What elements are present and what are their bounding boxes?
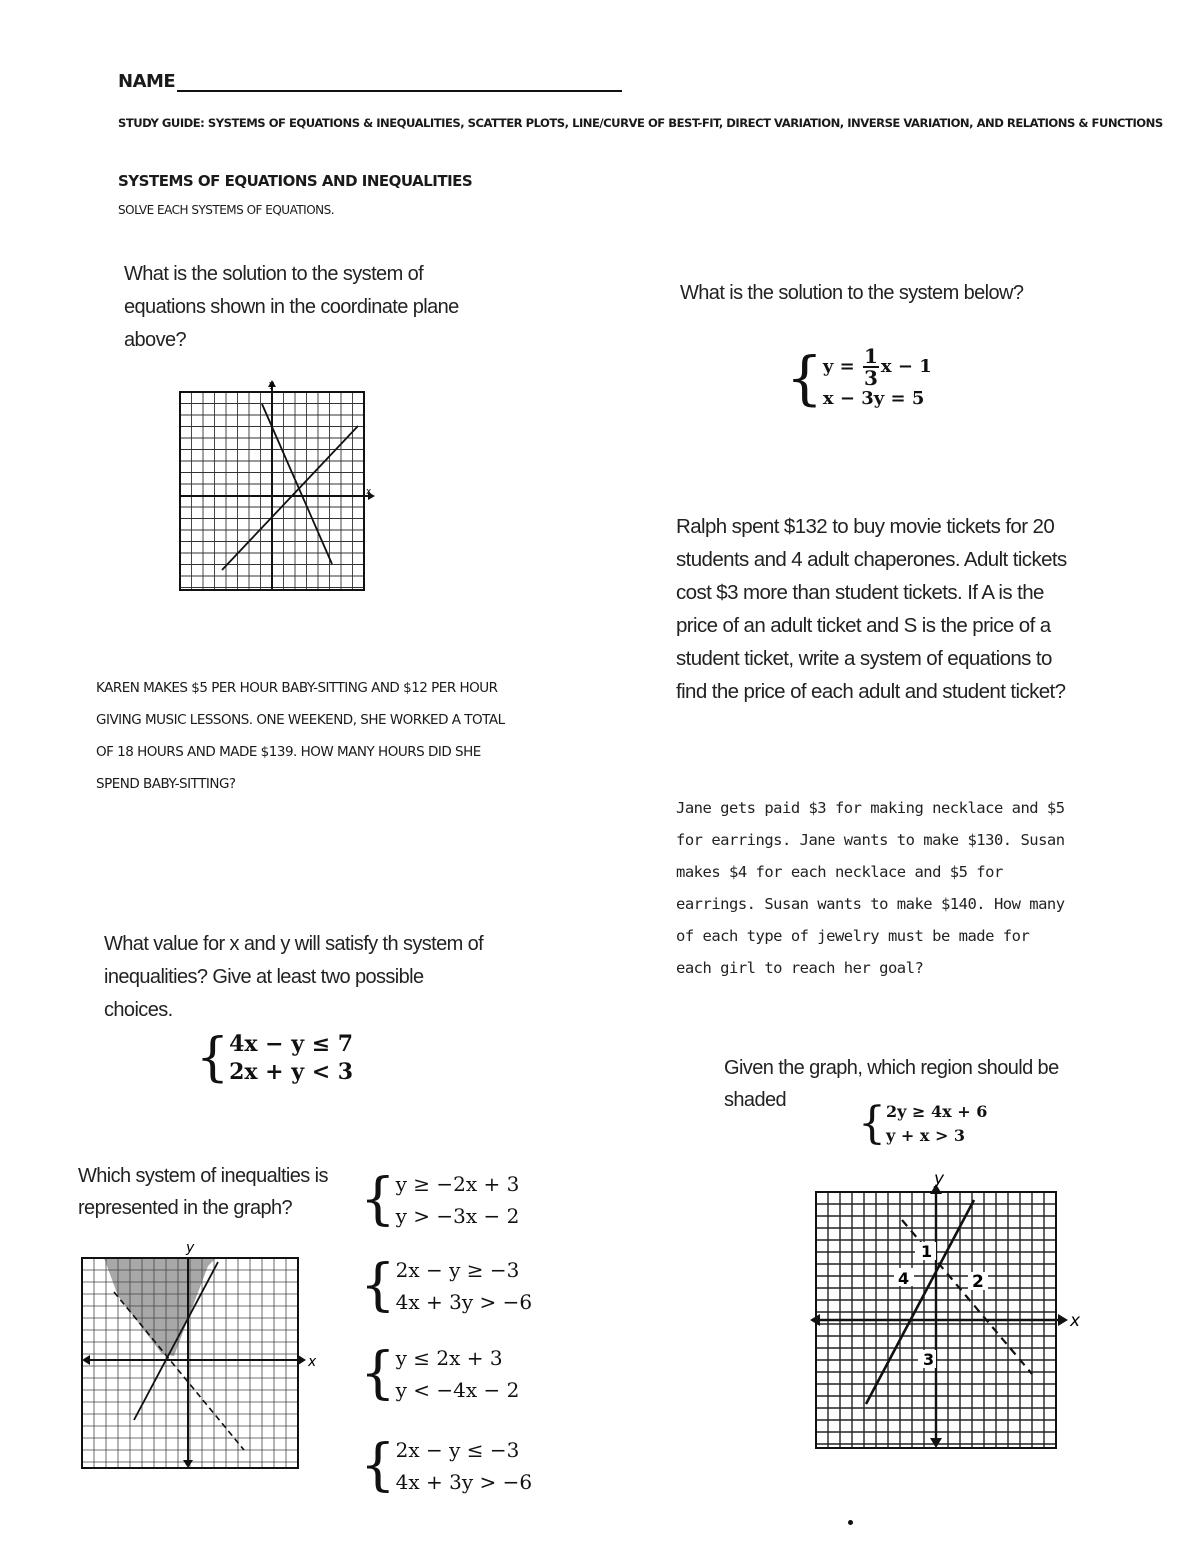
q7-region-3: 3 [923,1350,935,1369]
q6-eq2: 2x + y < 3 [229,1059,354,1085]
name-line[interactable] [177,70,622,92]
q8-text: Which system of inequalties is represented in the graph? [78,1165,328,1219]
q7-x-label: x [1070,1311,1081,1331]
q5-text: Jane gets paid $3 for making necklace and $5 for earrings. Jane wants to make $130. Susan makes $4 for each necklace and $5 for earrings. Susan wants to make $140. How many of each type of jewelry must be made for each girl to reach her goal? [676,799,1065,977]
q2-eq1: y = $\frac{1}{3}$ x − 1 [822,344,932,390]
stray-dot [848,1520,853,1525]
q2-text: What is the solution to the system below? [680,282,1024,304]
q8-option-4[interactable]: { 2x − y ≤ −3 4x + 3y > −6 [360,1433,533,1498]
q1-graph [176,378,376,593]
q8-option-1[interactable]: { y ≥ −2x + 3 y > −3x − 2 [360,1167,520,1232]
section-instruction: SOLVE EACH SYSTEMS OF EQUATIONS. [118,203,335,217]
q8-option-2[interactable]: { 2x − y ≥ −3 4x + 3y > −6 [360,1253,533,1318]
name-label: NAME [118,71,176,92]
q6-eq1: 4x − y ≤ 7 [229,1031,354,1057]
q2-eq2: x − 3y = 5 [822,388,925,409]
q8-option-3[interactable]: { y ≤ 2x + 3 y < −4x − 2 [360,1341,520,1406]
name-field[interactable] [118,70,622,92]
q2-system: { y = $\frac{1}{3}$ x − 1 x − 3y = 5 [786,343,932,412]
q8-x-label: x [308,1354,317,1370]
q7-line-solid [866,1200,974,1404]
q7-graph [808,1168,1084,1458]
q6-text: What value for x and y will satisfy th system of inequalities? Give at least two possible choices. [104,933,484,1021]
q8-graph [78,1238,328,1474]
q7-y-label: y [934,1169,945,1189]
section-heading: SYSTEMS OF EQUATIONS AND INEQUALITIES [118,172,473,190]
q4-text: Ralph spent $132 to buy movie tickets for 20 students and 4 adult chaperones. Adult tickets cost $3 more than student tickets. If A is the price of an adult ticket and S is the price of a student ticket, write a system of equations to find the price of each adult and student ticket? [676,515,1067,703]
q7-text: Given the graph, which region should be shaded [724,1057,1059,1111]
q7-region-4: 4 [898,1269,910,1288]
q7-eq1: 2y ≥ 4x + 6 [886,1102,988,1121]
q1-x-label: x [366,487,372,497]
q8-grid [82,1258,298,1468]
q6-system: { 4x − y ≤ 7 2x + y < 3 [196,1028,354,1088]
q1-line-rising [222,426,358,570]
q8-shaded-region [104,1258,216,1356]
q7-eq2: y + x > 3 [886,1126,966,1145]
page-title: STUDY GUIDE: SYSTEMS OF EQUATIONS & INEQUALITIES, SCATTER PLOTS, LINE/CURVE OF BEST-FIT, DIRECT VARIATION, INVERSE VARIATION, AND RELATIONS & FUNCTIONS [118,116,1163,130]
q8-y-label: y [186,1240,195,1256]
q7-region-1: 1 [921,1242,933,1261]
q7-region-2: 2 [972,1272,984,1292]
q1-text: What is the solution to the system of equations shown in the coordinate plane above? [124,263,459,351]
q7-system: { 2y ≥ 4x + 6 y + x > 3 [858,1098,988,1149]
q1-y-label: y [269,380,275,390]
q3-text: KAREN MAKES $5 PER HOUR BABY-SITTING AND $12 PER HOUR GIVING MUSIC LESSONS. ONE WEEKEND, SHE WORKED A TOTAL OF 18 HOURS AND MADE $139. HOW MANY HOURS DID SHE SPEND BABY-SITTING? [96,680,505,792]
